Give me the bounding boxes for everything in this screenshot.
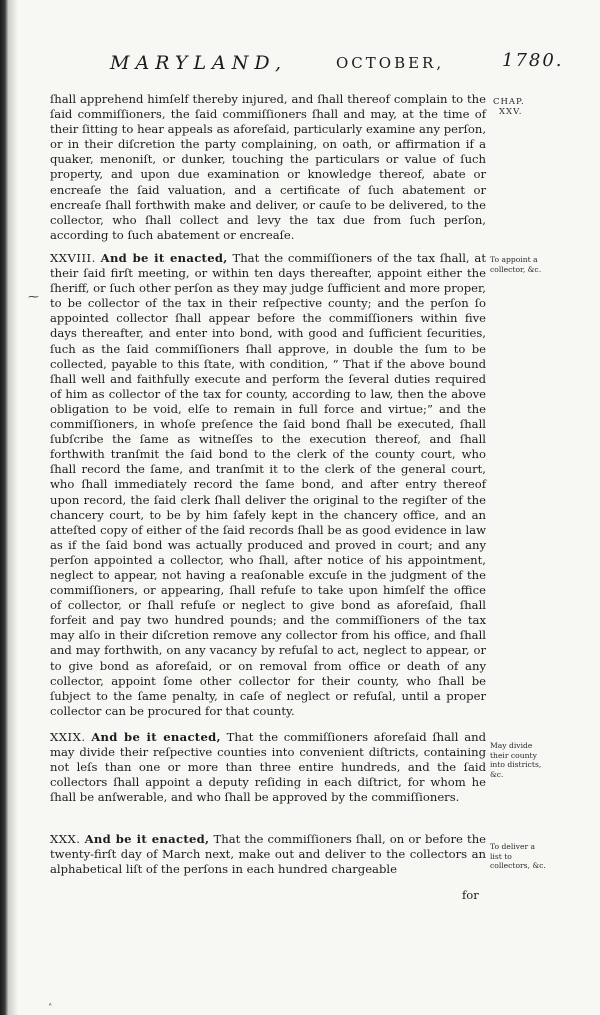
section-paragraph bbox=[50, 832, 486, 877]
header-year: 1780. bbox=[502, 50, 564, 71]
running-header bbox=[110, 50, 564, 74]
margin-note-deliver-list: To deliver a list to collectors, &c. bbox=[490, 842, 546, 870]
section-number: XXX. bbox=[50, 832, 81, 846]
section-paragraph bbox=[50, 730, 486, 805]
page-gutter-shadow bbox=[8, 0, 18, 1015]
pen-mark-icon: ⁓ bbox=[28, 290, 39, 303]
page-binding-edge bbox=[0, 0, 8, 1015]
margin-chapter bbox=[493, 97, 549, 117]
section-paragraph bbox=[50, 251, 486, 719]
header-month: OCTOBER, bbox=[336, 54, 445, 72]
section-xxviii bbox=[50, 251, 486, 719]
margin-note-appoint-collector: To appoint a collector, &c. bbox=[490, 255, 542, 274]
section-text: That the commiſſioners of the tax ſhall, at their ſaid firſt meeting, or within ten days thereafter, appoint either the ſheriff, or ſuch other perſon as they may judge ſufficient and more proper, to be collector of the tax in their reſpective county; and the perſon ſo appointed collector ſhall appear before the commiſſioners within five days thereafter, and enter into bond, with good and ſufficient ſecurities, ſuch as the ſaid commiſſioners ſhall approve, in double the ſum to be collected, payable to this ſtate, with condition, “ That if the above bound ſhall well and faithfully execute and perform the ſeveral duties required of him as collector of the tax for county, according to law, then the above obligation to be void, elſe to remain in full force and virtue;” and the commiſſioners, in whoſe preſence the ſaid bond ſhall be executed, ſhall ſubſcribe the ſame as witneſſes to the execution thereof, and ſhall forthwith tranſmit the ſaid bond to the clerk of the county court, who ſhall record the ſame, and tranſmit it to the clerk of the general court, who ſhall immediately record the ſame bond, and after entry thereof upon record, the ſaid clerk ſhall deliver the original to the regiſter of the chancery court, to be by him ſafely kept in the chancery office, and an atteſted copy of either of the ſaid records ſhall be as good evidence in law as if the ſaid bond was actually produced and proved in court; and any perſon appointed a collector, who ſhall, after notice of his appointment, neglect to appear, not having a reaſonable excuſe in the judgment of the commiſſioners, or appearing, ſhall refuſe to take upon himſelf the office of collector, or ſhall refuſe or neglect to give bond as aforeſaid, ſhall forfeit and pay two hundred pounds; and the commiſſioners of the tax may alſo in their diſcretion remove any collector from his office, and ſhall and may forthwith, on any vacancy by refuſal to act, neglect to appear, or to give bond as aforeſaid, or on removal from office or death of any collector, appoint ſome other collector for their county, who ſhall be ſubject to the ſame penalty, in caſe of neglect or refuſal, until a proper collector can be procured for that county. bbox=[50, 251, 487, 718]
enacting-clause: And be it enacted, bbox=[84, 832, 210, 846]
section-xxx bbox=[50, 832, 486, 877]
header-state: MARYLAND, bbox=[110, 52, 287, 74]
enacting-clause: And be it enacted, bbox=[91, 730, 221, 744]
paragraph-text: ſhall apprehend himſelf thereby injured, and ſhall thereof complain to the ſaid commiſſioners, the ſaid commiſſioners ſhall and may, at the time of their ſitting to hear appeals as aforeſaid, particularly examine any perſon, or in their diſcretion the party complaining, on oath, or affirmation if a quaker, menoniſt, or dunker, touching the particulars or value of ſuch property, and upon due examination or knowledge thereof, abate or encreaſe the ſaid valuation, and a certificate of ſuch abatement or encreaſe ſhall forthwith make and deliver, or cauſe to be delivered, to the collector, who ſhall collect and levy the tax due from ſuch perſon, according to ſuch abatement or encreaſe. bbox=[50, 92, 486, 242]
section-text: That the commiſſioners aforeſaid ſhall and may divide their reſpective counties into convenient diſtricts, containing not leſs than one or more than three entire hundreds, and the ſaid collectors ſhall appoint a deputy reſiding in each diſtrict, for whom he ſhall be anſwerable, and who ſhall be approved by the commiſſioners. bbox=[50, 730, 486, 805]
section-text: That the commiſſioners ſhall, on or before the twenty-firſt day of March next, make out and deliver to the collectors an alphabetical liſt of the perſons in each hundred chargeable bbox=[50, 832, 487, 877]
section-xxix bbox=[50, 730, 486, 805]
margin-chapter-number: XXV. bbox=[499, 107, 523, 117]
bottom-pen-mark-icon: ˄ bbox=[48, 1004, 53, 1014]
margin-note-divide-counties: May divide their county into districts, &c. bbox=[490, 741, 542, 779]
section-number: XXVIII. bbox=[50, 251, 96, 265]
margin-chapter-label: CHAP. bbox=[493, 97, 525, 107]
catchword: for bbox=[462, 888, 479, 902]
enacting-clause: And be it enacted, bbox=[100, 251, 228, 265]
section-number: XXIX. bbox=[50, 730, 86, 744]
paragraph-continuation bbox=[50, 92, 486, 243]
